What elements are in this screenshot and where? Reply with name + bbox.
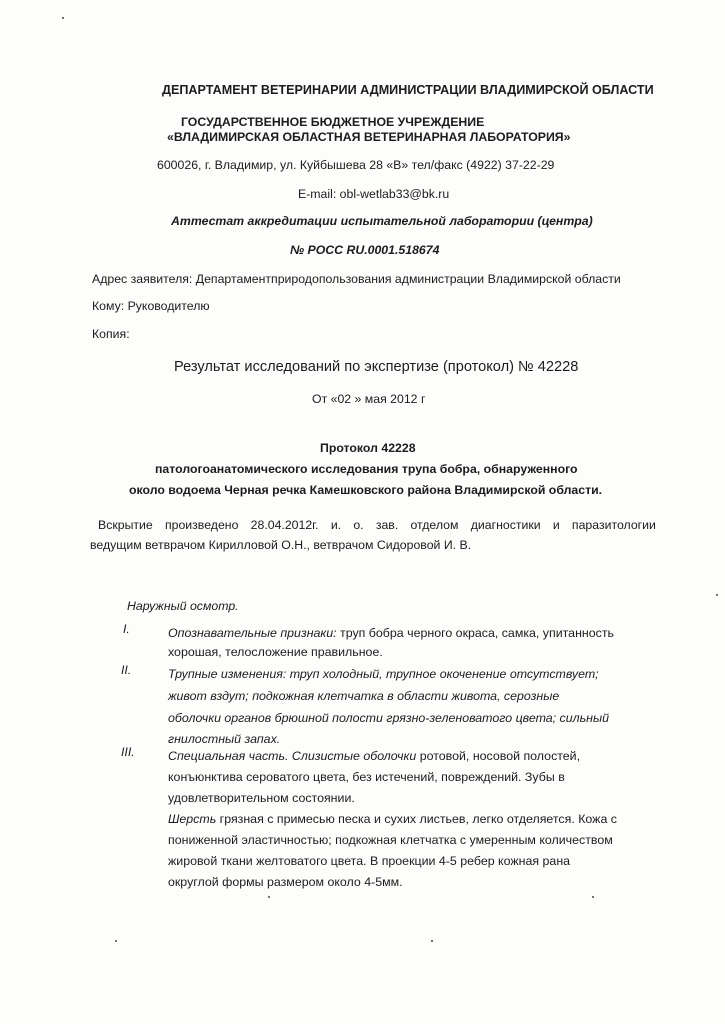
section-1-line-2: хорошая, телосложение правильное. bbox=[168, 645, 383, 659]
scan-speck bbox=[592, 896, 594, 898]
section-number: III. bbox=[121, 745, 135, 759]
section-3-line-7: округлой формы размером около 4-5мм. bbox=[168, 875, 403, 889]
autopsy-line-1 bbox=[98, 517, 656, 533]
email-line: E-mail: obl-wetlab33@bk.ru bbox=[298, 187, 450, 201]
section-3-line-1-rest: ротовой, носовой полостей, bbox=[416, 749, 581, 763]
autopsy-word: и. bbox=[330, 518, 342, 532]
protocol-subtitle-2: около водоема Черная речка Камешковского района Владимирской области. bbox=[129, 483, 603, 497]
result-title: Результат исследований по экспертизе (протокол) № 42228 bbox=[174, 359, 579, 375]
exam-heading: Наружный осмотр. bbox=[127, 599, 239, 613]
autopsy-line-2: ведущим ветврачом Кирилловой О.Н., ветврачом Сидоровой И. В. bbox=[90, 538, 472, 552]
recipient-line: Кому: Руководителю bbox=[92, 299, 210, 313]
section-3-line-2: конъюнктива сероватого цвета, без истечений, повреждений. Зубы в bbox=[168, 770, 565, 784]
section-2-line-2: живот вздут; подкожная клетчатка в области живота, серозные bbox=[168, 689, 560, 703]
protocol-title: Протокол 42228 bbox=[320, 441, 416, 455]
section-1-line-1: Опознавательные признаки: труп бобра черного окраса, самка, упитанность bbox=[168, 626, 614, 640]
accreditation-line: Аттестат аккредитации испытательной лаборатории (центра) bbox=[171, 214, 593, 228]
autopsy-word: 28.04.2012г. bbox=[250, 518, 319, 532]
autopsy-word: отделом bbox=[410, 518, 459, 532]
section-3-line-5: пониженной эластичностью; подкожная клетчатка с умеренным количеством bbox=[168, 833, 613, 847]
institution-name: «ВЛАДИМИРСКАЯ ОБЛАСТНАЯ ВЕТЕРИНАРНАЯ ЛАБОРАТОРИЯ» bbox=[167, 130, 571, 144]
accreditation-number: № РОСС RU.0001.518674 bbox=[290, 243, 440, 257]
autopsy-word: о. bbox=[353, 518, 364, 532]
autopsy-word: Вскрытие bbox=[98, 518, 153, 532]
autopsy-word: диагностики bbox=[470, 518, 541, 532]
autopsy-word: произведено bbox=[164, 518, 239, 532]
section-3-line-3: удовлетворительном состоянии. bbox=[168, 791, 355, 805]
section-2-line-3: оболочки органов брюшной полости грязно-зеленоватого цвета; сильный bbox=[168, 711, 609, 725]
scan-speck bbox=[268, 896, 270, 898]
scan-speck bbox=[115, 940, 117, 942]
section-2-line-4: гнилостный запах. bbox=[168, 732, 281, 746]
protocol-subtitle: патологоанатомического исследования трупа бобра, обнаруженного bbox=[155, 462, 578, 476]
department-header: ДЕПАРТАМЕНТ ВЕТЕРИНАРИИ АДМИНИСТРАЦИИ ВЛАДИМИРСКОЙ ОБЛАСТИ bbox=[162, 83, 654, 97]
section-number: I. bbox=[123, 622, 130, 636]
autopsy-word: и bbox=[552, 518, 560, 532]
institution-type: ГОСУДАРСТВЕННОЕ БЮДЖЕТНОЕ УЧРЕЖДЕНИЕ bbox=[181, 115, 485, 129]
applicant-address: Адрес заявителя: Департаментприродопользования администрации Владимирской области bbox=[92, 272, 621, 286]
autopsy-word: зав. bbox=[375, 518, 399, 532]
section-1-line-1-rest: труп бобра черного окраса, самка, упитанность bbox=[336, 626, 614, 640]
section-3-line-1: Специальная часть. Слизистые оболочки ротовой, носовой полостей, bbox=[168, 749, 581, 763]
autopsy-word: паразитологии bbox=[571, 518, 656, 532]
section-2-line-1: Трупные изменения: труп холодный, трупное окоченение отсутствует; bbox=[168, 667, 599, 681]
section-3-line-4-rest: грязная с примесью песка и сухих листьев, легко отделяется. Кожа с bbox=[216, 812, 618, 826]
address-line: 600026, г. Владимир, ул. Куйбышева 28 «В» тел/факс (4922) 37-22-29 bbox=[157, 158, 555, 172]
result-date: От «02 » мая 2012 г bbox=[312, 392, 426, 406]
copy-line: Копия: bbox=[92, 327, 130, 341]
scan-speck bbox=[62, 17, 64, 19]
section-number: II. bbox=[121, 663, 132, 677]
section-3-line-6: жировой ткани желтоватого цвета. В проекции 4-5 ребер кожная рана bbox=[168, 854, 571, 868]
section-3-line-4: Шерсть грязная с примесью песка и сухих листьев, легко отделяется. Кожа с bbox=[168, 812, 618, 826]
scan-speck bbox=[716, 594, 718, 596]
scan-speck bbox=[431, 940, 433, 942]
